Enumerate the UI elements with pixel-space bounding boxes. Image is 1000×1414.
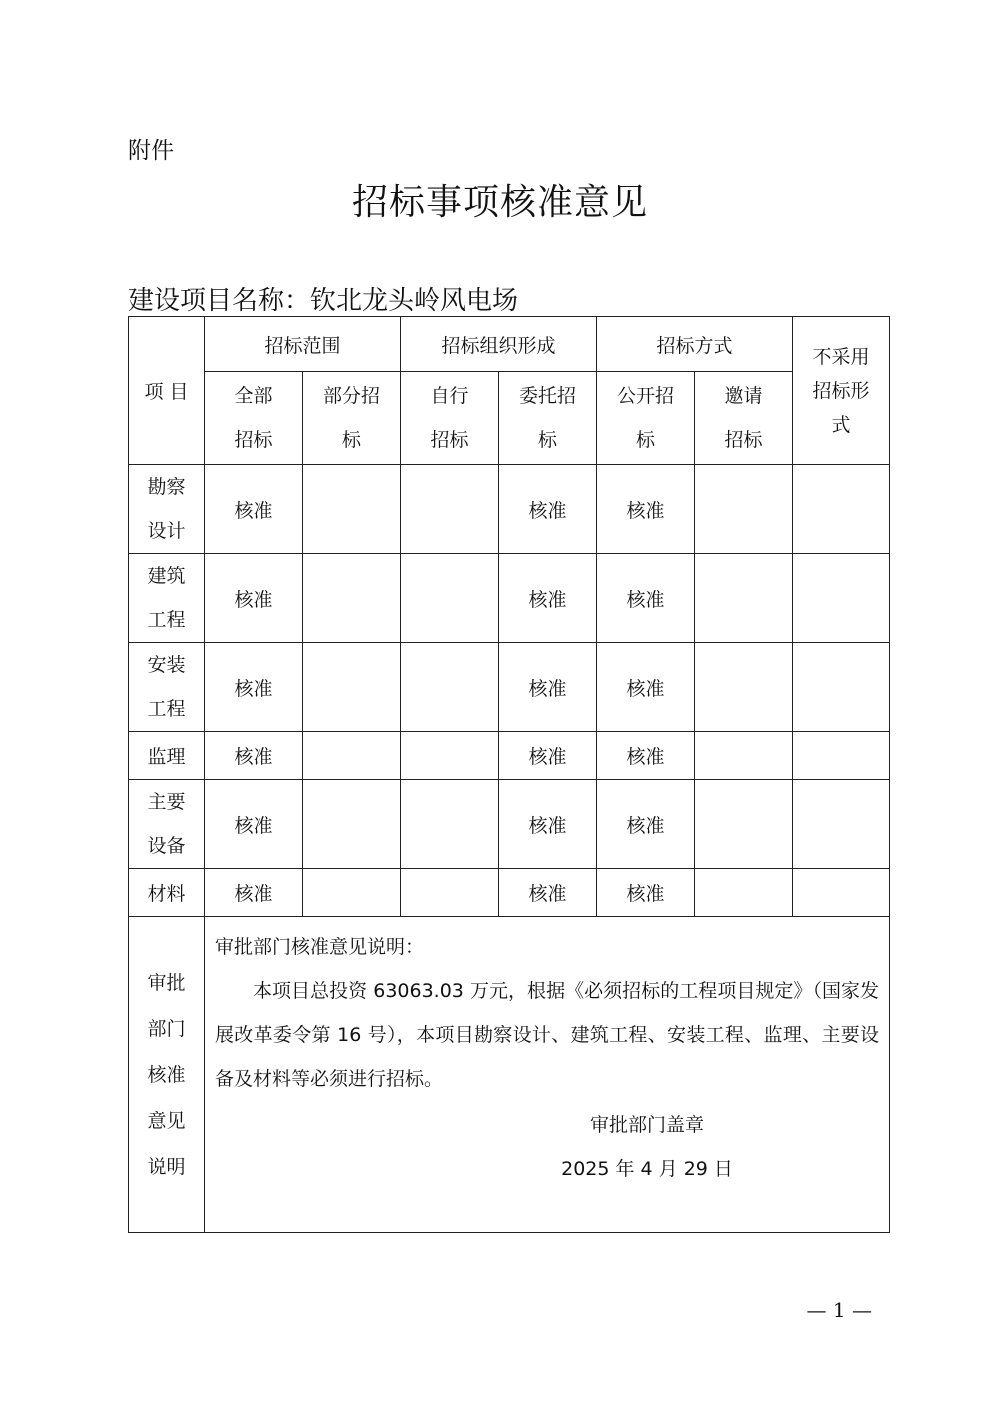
table-cell <box>695 465 793 554</box>
subheader-public <box>597 372 695 465</box>
subheader-line: 招标 <box>430 429 469 451</box>
table-cell <box>793 465 890 554</box>
attachment-label: 附件 <box>128 138 174 164</box>
page-title: 招标事项核准意见 <box>351 182 648 223</box>
row-label-line: 安装 <box>147 654 186 676</box>
table-cell <box>303 554 401 643</box>
table-cell <box>793 732 890 780</box>
table-cell <box>303 465 401 554</box>
subheader-line: 委托招 <box>519 385 577 407</box>
table-row <box>129 869 890 917</box>
table-cell <box>401 732 499 780</box>
row-label-line: 工程 <box>147 609 186 631</box>
row-label-line: 勘察 <box>147 476 186 498</box>
table-cell <box>401 643 499 732</box>
table-cell: 核准 <box>499 465 597 554</box>
table-cell <box>695 869 793 917</box>
table-cell <box>401 780 499 869</box>
no-bid-header-line: 不采用 <box>812 345 870 368</box>
table-row <box>129 554 890 643</box>
subheader-line: 标 <box>538 429 558 451</box>
approval-label-line: 审批 <box>147 971 186 994</box>
table-cell <box>401 869 499 917</box>
table-cell <box>695 780 793 869</box>
table-cell <box>793 869 890 917</box>
row-label-line: 设备 <box>147 835 186 857</box>
row-label <box>129 465 205 554</box>
row-label: 材料 <box>129 869 205 917</box>
approval-label <box>129 917 205 1233</box>
no-bid-header-line: 式 <box>831 413 851 436</box>
project-name: 建设项目名称：钦北龙头岭风电场 <box>128 286 519 316</box>
table-cell: 核准 <box>499 554 597 643</box>
approval-seal: 审批部门盖章 <box>590 1114 705 1136</box>
subheader-line: 公开招 <box>617 385 675 407</box>
group-header-method: 招标方式 <box>597 317 793 372</box>
table-cell: 核准 <box>597 732 695 780</box>
table-cell: 核准 <box>597 465 695 554</box>
table-cell: 核准 <box>499 732 597 780</box>
table-cell <box>303 643 401 732</box>
approval-heading: 审批部门核准意见说明： <box>215 936 425 958</box>
table-cell: 核准 <box>499 780 597 869</box>
subheader-partial <box>303 372 401 465</box>
table-cell: 核准 <box>205 780 303 869</box>
table-cell <box>401 465 499 554</box>
table-cell: 核准 <box>205 465 303 554</box>
table-cell <box>303 732 401 780</box>
group-header-scope: 招标范围 <box>205 317 401 372</box>
table-row <box>129 732 890 780</box>
table-cell <box>793 780 890 869</box>
table-cell <box>793 643 890 732</box>
table-row <box>129 780 890 869</box>
no-bid-header-line: 招标形 <box>812 379 870 402</box>
row-label <box>129 554 205 643</box>
subheader-line: 招标 <box>724 429 763 451</box>
table-cell <box>793 554 890 643</box>
subheader-entrusted <box>499 372 597 465</box>
subheader-invited <box>695 372 793 465</box>
table-cell <box>401 554 499 643</box>
approval-label-line: 部门 <box>147 1017 186 1040</box>
item-header: 项 目 <box>129 317 205 465</box>
table-cell <box>303 869 401 917</box>
table-cell: 核准 <box>499 869 597 917</box>
table-row <box>129 643 890 732</box>
table-cell: 核准 <box>499 643 597 732</box>
table-cell: 核准 <box>597 869 695 917</box>
approval-opinion <box>205 917 890 1233</box>
table-cell: 核准 <box>597 554 695 643</box>
approval-label-line: 意见 <box>147 1109 186 1132</box>
no-bid-header <box>793 317 890 465</box>
subheader-line: 标 <box>636 429 656 451</box>
table-cell <box>695 554 793 643</box>
table-cell: 核准 <box>205 732 303 780</box>
row-label: 监理 <box>129 732 205 780</box>
row-label <box>129 780 205 869</box>
table-cell: 核准 <box>205 643 303 732</box>
subheader-line: 邀请 <box>724 385 763 407</box>
subheader-full <box>205 372 303 465</box>
table-cell: 核准 <box>597 643 695 732</box>
subheader-line: 标 <box>342 429 362 451</box>
approval-label-line: 核准 <box>147 1063 186 1086</box>
row-label <box>129 643 205 732</box>
row-label-line: 主要 <box>147 791 186 813</box>
table-cell <box>695 643 793 732</box>
approval-table <box>128 316 890 1233</box>
row-label-line: 工程 <box>147 698 186 720</box>
subheader-line: 招标 <box>234 429 273 451</box>
table-row <box>129 465 890 554</box>
row-label-line: 建筑 <box>147 565 186 587</box>
approval-date: 2025 年 4 月 29 日 <box>561 1158 733 1180</box>
table-cell: 核准 <box>205 869 303 917</box>
table-cell: 核准 <box>205 554 303 643</box>
subheader-line: 部分招 <box>323 385 381 407</box>
subheader-self <box>401 372 499 465</box>
row-label-line: 设计 <box>147 520 186 542</box>
page-number: — 1 — <box>806 1298 872 1322</box>
table-cell <box>303 780 401 869</box>
approval-label-line: 说明 <box>147 1155 186 1178</box>
approval-body: 本项目总投资 63063.03 万元，根据《必须招标的工程项目规定》（国家发展改革委令第 16 号），本项目勘察设计、建筑工程、安装工程、监理、主要设备及材料等必须进行招标。 <box>215 980 880 1090</box>
group-header-organization: 招标组织形成 <box>401 317 597 372</box>
table-cell: 核准 <box>597 780 695 869</box>
subheader-line: 自行 <box>430 385 469 407</box>
subheader-line: 全部 <box>234 385 273 407</box>
table-cell <box>695 732 793 780</box>
